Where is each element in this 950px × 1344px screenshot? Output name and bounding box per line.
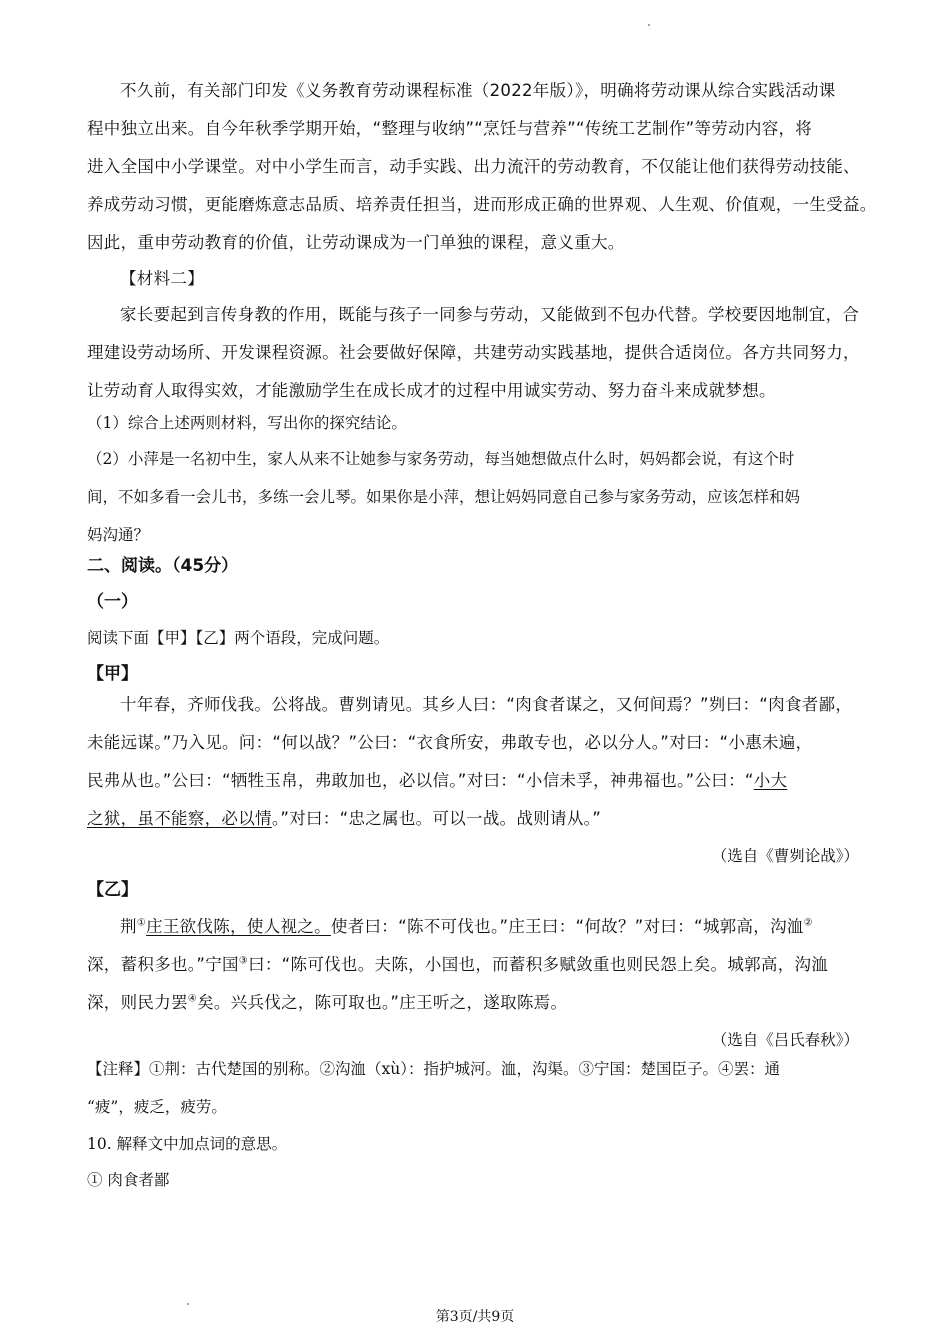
annotation-line: “疲”，疲乏，疲劳。 xyxy=(87,1098,227,1116)
section-title: 二、阅读。（45分） xyxy=(87,556,239,576)
passage-jia-source: （选自《曹刿论战》） xyxy=(711,847,859,865)
passage-yi-line xyxy=(87,984,877,1022)
page-number: 第3页/共9页 xyxy=(435,1309,515,1325)
material-two-line: 让劳动育人取得实效，才能激励学生在成长成才的过程中用诚实劳动、努力奋斗来成就梦想。 xyxy=(87,381,776,400)
passage-jia xyxy=(87,686,877,874)
passage-yi-label: 【乙】 xyxy=(87,880,138,900)
underlined-sentence: 庄王欲伐陈，使人视之。 xyxy=(146,917,331,936)
material-one-line: 养成劳动习惯，更能磨炼意志品质、培养责任担当，进而形成正确的世界观、人生观、价值观，一生受益。 xyxy=(87,195,877,214)
section-two xyxy=(87,548,877,692)
passage-yi-text: 荆 xyxy=(120,917,137,936)
inquiry-questions xyxy=(87,404,877,554)
question-two-line: 妈沟通？ xyxy=(87,526,150,544)
passage-jia-line: 未能远谋。”乃入见。问：“何以战？”公曰：“衣食所安，弗敢专也，必以分人。”对曰：“小惠未遍， xyxy=(87,733,813,752)
material-two-line: 理建设劳动场所、开发课程资源。社会要做好保障，共建劳动实践基地，提供合适岗位。各方共同努力， xyxy=(87,343,860,362)
passage-yi-text: 曰：“陈可伐也。夫陈，小国也，而蓄积多赋敛重也则民怨上矣。城郭高，沟洫 xyxy=(248,955,829,974)
section-instruction: 阅读下面【甲】【乙】两个语段，完成问题。 xyxy=(87,629,390,647)
footnote-marker: ① xyxy=(136,917,147,929)
passage-jia-text: 民弗从也。”公曰：“牺牲玉帛，弗敢加也，必以信。”对曰：“小信未孚，神弗福也。”公曰：“ xyxy=(87,771,754,790)
passage-yi-line xyxy=(87,946,877,984)
question-two-line: 间，不如多看一会儿书，多练一会儿琴。如果你是小萍，想让妈妈同意自己参与家务劳动，应该怎样和妈 xyxy=(87,488,801,506)
underlined-sentence: 之狱，虽不能察，必以情 xyxy=(87,809,272,828)
material-one-line: 进入全国中小学课堂。对中小学生而言，动手实践、出力流汗的劳动教育，不仅能让他们获得劳动技能、 xyxy=(87,157,860,176)
passage-yi-line xyxy=(87,908,877,946)
scan-mark xyxy=(648,24,650,26)
scan-mark xyxy=(187,1303,189,1305)
question-ten-item: ① 肉食者鄙 xyxy=(87,1171,170,1189)
annotation-line: 【注释】①荆：古代楚国的别称。②沟洫（xù）：指护城河。洫，沟渠。③宁国：楚国臣子。④罢：通 xyxy=(87,1060,780,1078)
passage-jia-line: 十年春，齐师伐我。公将战。曹刿请见。其乡人曰：“肉食者谋之，又何间焉？”刿曰：“肉食者鄙， xyxy=(120,695,853,714)
material-one-line: 因此，重申劳动教育的价值，让劳动课成为一门单独的课程，意义重大。 xyxy=(87,233,625,252)
subsection-label: （一） xyxy=(87,592,138,612)
passage-jia-label: 【甲】 xyxy=(87,664,138,684)
question-two-line: （2）小萍是一名初中生，家人从来不让她参与家务劳动，每当她想做点什么时，妈妈都会说，有这个时 xyxy=(87,450,795,468)
passage-yi-text: 使者曰：“陈不可伐也。”庄王曰：“何故？”对曰：“城郭高，沟洫 xyxy=(330,917,804,936)
material-one xyxy=(87,72,877,262)
material-two xyxy=(87,262,877,410)
passage-jia-line xyxy=(87,762,877,800)
footnote-marker: ② xyxy=(803,917,813,929)
underlined-sentence: 小大 xyxy=(753,771,788,790)
passage-yi-text: 深，蓄积多也。”宁国 xyxy=(87,955,239,974)
material-two-label: 【材料二】 xyxy=(120,269,204,288)
passage-yi xyxy=(87,872,877,1058)
material-one-line: 不久前，有关部门印发《义务教育劳动课程标准（2022年版）》，明确将劳动课从综合实践活动课 xyxy=(120,81,836,100)
material-two-line: 家长要起到言传身教的作用，既能与孩子一同参与劳动，又能做到不包办代替。学校要因地制宜，合 xyxy=(120,305,860,324)
footnote-marker: ③ xyxy=(238,955,249,967)
footnote-marker: ④ xyxy=(187,993,198,1005)
material-one-line: 程中独立出来。自今年秋季学期开始，“整理与收纳”“烹饪与营养”“传统工艺制作”等劳动内容，将 xyxy=(87,119,813,138)
passage-yi-text: 深，则民力罢 xyxy=(87,993,188,1012)
question-one: （1）综合上述两则材料，写出你的探究结论。 xyxy=(87,414,407,432)
passage-yi-text: 矣。兴兵伐之，陈可取也。”庄王听之，遂取陈焉。 xyxy=(197,993,568,1012)
passage-yi-source: （选自《吕氏春秋》） xyxy=(711,1031,859,1049)
annotations xyxy=(87,1050,877,1198)
question-ten-title: 10. 解释文中加点词的意思。 xyxy=(87,1135,288,1153)
passage-jia-text: 。”对曰：“忠之属也。可以一战。战则请从。” xyxy=(271,809,602,828)
passage-jia-line xyxy=(87,800,877,838)
